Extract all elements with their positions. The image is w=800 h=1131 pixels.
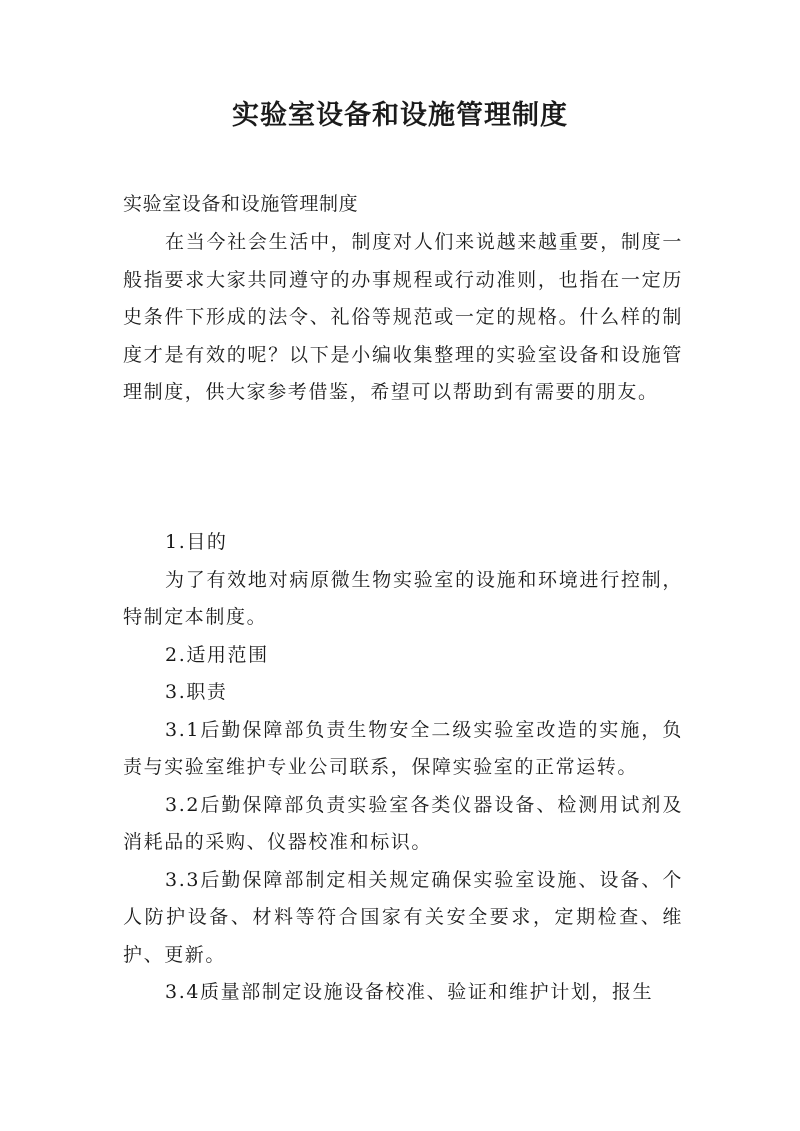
section-heading-scope: 2.适用范围 [165, 643, 269, 666]
intro-paragraph [123, 224, 683, 412]
section-paragraph-3-3: 3.3后勤保障部制定相关规定确保实验室设施、设备、个人防护设备、材料等符合国家有关安全要求，定期检查、维护、更新。 [123, 868, 683, 966]
document-title: 实验室设备和设施管理制度 [232, 100, 568, 131]
document-subtitle: 实验室设备和设施管理制度 [123, 193, 359, 215]
section-heading-purpose: 1.目的 [165, 531, 228, 553]
intro-text: 在当今社会生活中，制度对人们来说越来越重要，制度一般指要求大家共同遵守的办事规程或行动准则，也指在一定历史条件下形成的法令、礼俗等规范或一定的规格。什么样的制度才是有效的呢？以下是小编收集整理的实验室设备和设施管理制度，供大家参考借鉴，希望可以帮助到有需要的朋友。 [123, 231, 683, 403]
section-paragraph-purpose: 为了有效地对病原微生物实验室的设施和环境进行控制，特制定本制度。 [123, 568, 683, 628]
section-paragraph-3-4: 3.4质量部制定设施设备校准、验证和维护计划，报生 [165, 981, 654, 1003]
section-paragraph-3-2: 3.2后勤保障部负责实验室各类仪器设备、检测用试剂及消耗品的采购、仪器校准和标识。 [123, 793, 683, 853]
section-paragraph-3-1: 3.1后勤保障部负责生物安全二级实验室改造的实施，负责与实验室维护专业公司联系，保障实验室的正常运转。 [123, 718, 683, 778]
sections-block [123, 524, 683, 1012]
section-heading-responsibilities: 3.职责 [165, 681, 228, 703]
